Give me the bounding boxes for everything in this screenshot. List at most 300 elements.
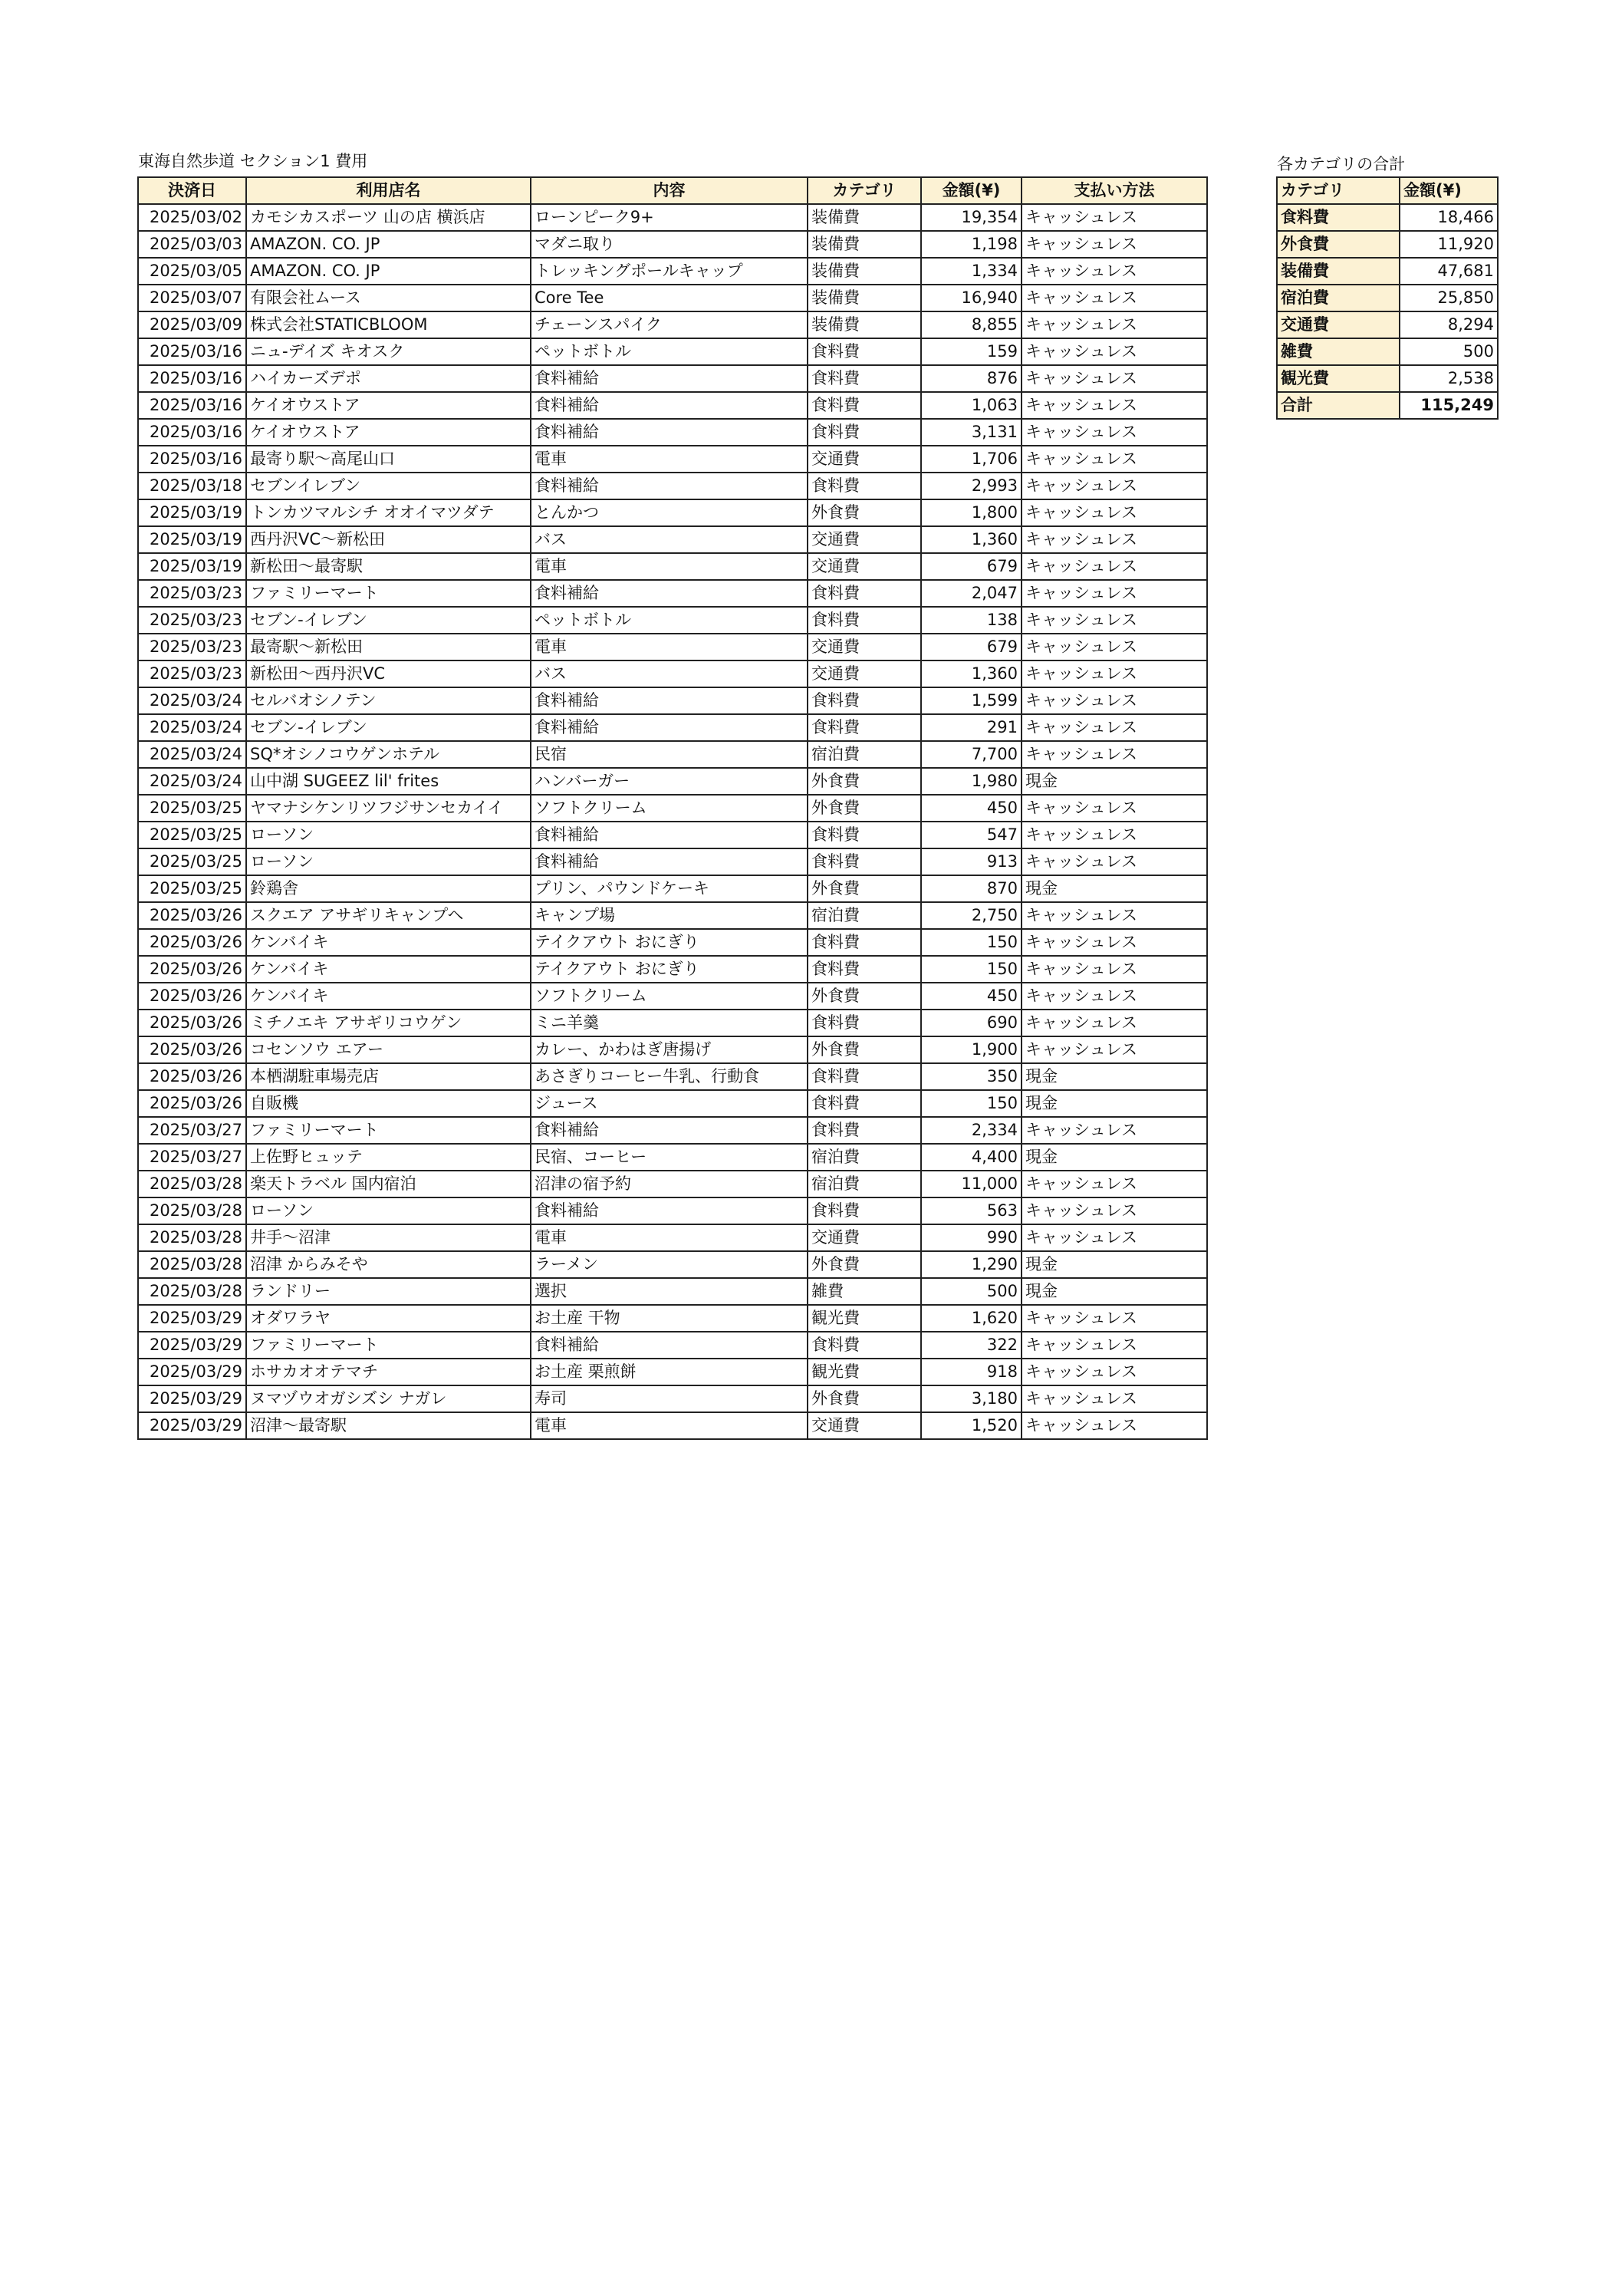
category-cell: 食料費 bbox=[808, 392, 921, 419]
content-cell: ミニ羊羹 bbox=[531, 1010, 808, 1036]
payment-cell: キャッシュレス bbox=[1022, 553, 1207, 580]
store-cell: 自販機 bbox=[246, 1090, 531, 1117]
category-cell: 雑費 bbox=[808, 1278, 921, 1305]
content-cell: ソフトクリーム bbox=[531, 795, 808, 822]
payment-cell: キャッシュレス bbox=[1022, 956, 1207, 983]
content-cell: 電車 bbox=[531, 553, 808, 580]
date-cell: 2025/03/26 bbox=[138, 983, 246, 1010]
date-cell: 2025/03/23 bbox=[138, 660, 246, 687]
content-cell: お土産 栗煎餅 bbox=[531, 1359, 808, 1385]
table-row bbox=[138, 392, 1207, 419]
content-cell: 電車 bbox=[531, 1224, 808, 1251]
table-row bbox=[138, 1036, 1207, 1063]
table-row bbox=[138, 446, 1207, 473]
content-cell: 食料補給 bbox=[531, 687, 808, 714]
payment-cell: キャッシュレス bbox=[1022, 1036, 1207, 1063]
category-cell: 装備費 bbox=[808, 258, 921, 285]
summary-category-cell: 食料費 bbox=[1277, 204, 1400, 231]
date-cell: 2025/03/29 bbox=[138, 1305, 246, 1332]
summary-category-cell: 観光費 bbox=[1277, 365, 1400, 392]
store-cell: ヌマヅウオガシズシ ナガレ bbox=[246, 1385, 531, 1412]
amount-cell: 7,700 bbox=[921, 741, 1022, 768]
amount-cell: 679 bbox=[921, 553, 1022, 580]
date-cell: 2025/03/16 bbox=[138, 419, 246, 446]
amount-cell: 159 bbox=[921, 338, 1022, 365]
payment-cell: キャッシュレス bbox=[1022, 1385, 1207, 1412]
summary-row bbox=[1277, 204, 1498, 231]
summary-row bbox=[1277, 285, 1498, 311]
content-cell: 食料補給 bbox=[531, 714, 808, 741]
payment-cell: キャッシュレス bbox=[1022, 687, 1207, 714]
store-cell: 本栖湖駐車場売店 bbox=[246, 1063, 531, 1090]
store-cell: 山中湖 SUGEEZ lil' frites bbox=[246, 768, 531, 795]
table-row bbox=[138, 365, 1207, 392]
content-cell: テイクアウト おにぎり bbox=[531, 929, 808, 956]
store-cell: スクエア アサギリキャンプヘ bbox=[246, 902, 531, 929]
content-cell: 食料補給 bbox=[531, 419, 808, 446]
amount-cell: 1,334 bbox=[921, 258, 1022, 285]
amount-cell: 350 bbox=[921, 1063, 1022, 1090]
amount-cell: 11,000 bbox=[921, 1171, 1022, 1197]
expense-table-header-row bbox=[138, 177, 1207, 204]
table-row bbox=[138, 419, 1207, 446]
store-cell: 新松田～最寄駅 bbox=[246, 553, 531, 580]
date-cell: 2025/03/07 bbox=[138, 285, 246, 311]
amount-cell: 1,360 bbox=[921, 660, 1022, 687]
date-cell: 2025/03/26 bbox=[138, 1010, 246, 1036]
date-cell: 2025/03/03 bbox=[138, 231, 246, 258]
payment-cell: キャッシュレス bbox=[1022, 607, 1207, 634]
table-row bbox=[138, 473, 1207, 499]
store-cell: セブン-イレブン bbox=[246, 714, 531, 741]
table-row bbox=[138, 1144, 1207, 1171]
payment-cell: キャッシュレス bbox=[1022, 365, 1207, 392]
category-cell: 外食費 bbox=[808, 983, 921, 1010]
category-cell: 食料費 bbox=[808, 687, 921, 714]
date-cell: 2025/03/25 bbox=[138, 795, 246, 822]
category-cell: 交通費 bbox=[808, 660, 921, 687]
category-cell: 外食費 bbox=[808, 1251, 921, 1278]
category-cell: 装備費 bbox=[808, 204, 921, 231]
store-cell: AMAZON. CO. JP bbox=[246, 231, 531, 258]
date-cell: 2025/03/26 bbox=[138, 1090, 246, 1117]
store-cell: セルバオシノテン bbox=[246, 687, 531, 714]
category-cell: 外食費 bbox=[808, 875, 921, 902]
category-cell: 外食費 bbox=[808, 768, 921, 795]
summary-amount-cell: 18,466 bbox=[1400, 204, 1498, 231]
content-cell: 食料補給 bbox=[531, 473, 808, 499]
category-summary-table bbox=[1276, 176, 1499, 420]
content-cell: 民宿、コーヒー bbox=[531, 1144, 808, 1171]
payment-cell: 現金 bbox=[1022, 1278, 1207, 1305]
store-cell: 株式会社STATICBLOOM bbox=[246, 311, 531, 338]
store-cell: カモシカスポーツ 山の店 横浜店 bbox=[246, 204, 531, 231]
date-cell: 2025/03/02 bbox=[138, 204, 246, 231]
table-row bbox=[138, 902, 1207, 929]
table-row bbox=[138, 687, 1207, 714]
summary-amount-cell: 500 bbox=[1400, 338, 1498, 365]
payment-cell: キャッシュレス bbox=[1022, 848, 1207, 875]
category-cell: 観光費 bbox=[808, 1359, 921, 1385]
payment-cell: キャッシュレス bbox=[1022, 1412, 1207, 1439]
payment-cell: キャッシュレス bbox=[1022, 902, 1207, 929]
summary-amount-cell: 2,538 bbox=[1400, 365, 1498, 392]
amount-cell: 1,620 bbox=[921, 1305, 1022, 1332]
content-cell: 食料補給 bbox=[531, 848, 808, 875]
content-cell: トレッキングポールキャップ bbox=[531, 258, 808, 285]
content-cell: カレー、かわはぎ唐揚げ bbox=[531, 1036, 808, 1063]
amount-cell: 2,993 bbox=[921, 473, 1022, 499]
category-cell: 宿泊費 bbox=[808, 1144, 921, 1171]
category-cell: 食料費 bbox=[808, 1010, 921, 1036]
category-cell: 交通費 bbox=[808, 1412, 921, 1439]
table-row bbox=[138, 258, 1207, 285]
payment-cell: キャッシュレス bbox=[1022, 929, 1207, 956]
amount-cell: 1,706 bbox=[921, 446, 1022, 473]
category-cell: 外食費 bbox=[808, 499, 921, 526]
table-row bbox=[138, 634, 1207, 660]
category-cell: 食料費 bbox=[808, 714, 921, 741]
table-row bbox=[138, 660, 1207, 687]
category-cell: 食料費 bbox=[808, 365, 921, 392]
category-cell: 食料費 bbox=[808, 1332, 921, 1359]
content-cell: 寿司 bbox=[531, 1385, 808, 1412]
summary-total-row bbox=[1277, 392, 1498, 419]
content-cell: 電車 bbox=[531, 634, 808, 660]
payment-cell: キャッシュレス bbox=[1022, 446, 1207, 473]
date-cell: 2025/03/28 bbox=[138, 1197, 246, 1224]
expense-sheet-title: 東海自然歩道 セクション1 費用 bbox=[138, 152, 368, 170]
date-cell: 2025/03/26 bbox=[138, 1036, 246, 1063]
amount-cell: 1,980 bbox=[921, 768, 1022, 795]
amount-cell: 2,750 bbox=[921, 902, 1022, 929]
amount-cell: 1,900 bbox=[921, 1036, 1022, 1063]
amount-cell: 990 bbox=[921, 1224, 1022, 1251]
store-cell: 鈴鶏舎 bbox=[246, 875, 531, 902]
amount-cell: 870 bbox=[921, 875, 1022, 902]
amount-cell: 3,131 bbox=[921, 419, 1022, 446]
category-cell: 交通費 bbox=[808, 526, 921, 553]
summary-category-cell: 交通費 bbox=[1277, 311, 1400, 338]
store-cell: ケイオウストア bbox=[246, 419, 531, 446]
table-row bbox=[138, 311, 1207, 338]
category-cell: 食料費 bbox=[808, 929, 921, 956]
table-row bbox=[138, 929, 1207, 956]
category-cell: 食料費 bbox=[808, 419, 921, 446]
store-cell: ケンバイキ bbox=[246, 956, 531, 983]
category-cell: 食料費 bbox=[808, 580, 921, 607]
table-row bbox=[138, 714, 1207, 741]
category-cell: 装備費 bbox=[808, 311, 921, 338]
column-header-content: 内容 bbox=[531, 177, 808, 204]
content-cell: ペットボトル bbox=[531, 338, 808, 365]
category-cell: 交通費 bbox=[808, 553, 921, 580]
table-row bbox=[138, 1090, 1207, 1117]
category-cell: 食料費 bbox=[808, 1063, 921, 1090]
payment-cell: 現金 bbox=[1022, 1090, 1207, 1117]
payment-cell: キャッシュレス bbox=[1022, 1224, 1207, 1251]
date-cell: 2025/03/05 bbox=[138, 258, 246, 285]
content-cell: ローンピーク9+ bbox=[531, 204, 808, 231]
table-row bbox=[138, 1063, 1207, 1090]
payment-cell: キャッシュレス bbox=[1022, 1117, 1207, 1144]
payment-cell: 現金 bbox=[1022, 768, 1207, 795]
category-cell: 外食費 bbox=[808, 1385, 921, 1412]
content-cell: ラーメン bbox=[531, 1251, 808, 1278]
payment-cell: キャッシュレス bbox=[1022, 526, 1207, 553]
store-cell: 新松田～西丹沢VC bbox=[246, 660, 531, 687]
payment-cell: キャッシュレス bbox=[1022, 285, 1207, 311]
date-cell: 2025/03/16 bbox=[138, 365, 246, 392]
table-row bbox=[138, 204, 1207, 231]
content-cell: 食料補給 bbox=[531, 365, 808, 392]
amount-cell: 1,800 bbox=[921, 499, 1022, 526]
date-cell: 2025/03/23 bbox=[138, 580, 246, 607]
column-header-category: カテゴリ bbox=[808, 177, 921, 204]
table-row bbox=[138, 741, 1207, 768]
table-row bbox=[138, 875, 1207, 902]
content-cell: Core Tee bbox=[531, 285, 808, 311]
payment-cell: キャッシュレス bbox=[1022, 1305, 1207, 1332]
summary-header-row bbox=[1277, 177, 1498, 204]
store-cell: 井手～沼津 bbox=[246, 1224, 531, 1251]
table-row bbox=[138, 1332, 1207, 1359]
category-cell: 観光費 bbox=[808, 1305, 921, 1332]
store-cell: コセンソウ エアー bbox=[246, 1036, 531, 1063]
payment-cell: キャッシュレス bbox=[1022, 1010, 1207, 1036]
category-cell: 宿泊費 bbox=[808, 902, 921, 929]
content-cell: テイクアウト おにぎり bbox=[531, 956, 808, 983]
date-cell: 2025/03/29 bbox=[138, 1359, 246, 1385]
summary-amount-cell: 25,850 bbox=[1400, 285, 1498, 311]
date-cell: 2025/03/23 bbox=[138, 634, 246, 660]
amount-cell: 1,520 bbox=[921, 1412, 1022, 1439]
payment-cell: 現金 bbox=[1022, 1063, 1207, 1090]
amount-cell: 1,063 bbox=[921, 392, 1022, 419]
payment-cell: 現金 bbox=[1022, 1251, 1207, 1278]
date-cell: 2025/03/29 bbox=[138, 1385, 246, 1412]
date-cell: 2025/03/19 bbox=[138, 526, 246, 553]
store-cell: ハイカーズデポ bbox=[246, 365, 531, 392]
payment-cell: キャッシュレス bbox=[1022, 1197, 1207, 1224]
category-cell: 食料費 bbox=[808, 1197, 921, 1224]
column-header-store: 利用店名 bbox=[246, 177, 531, 204]
store-cell: ホサカオオテマチ bbox=[246, 1359, 531, 1385]
store-cell: ミチノエキ アサギリコウゲン bbox=[246, 1010, 531, 1036]
store-cell: 沼津 からみそや bbox=[246, 1251, 531, 1278]
amount-cell: 19,354 bbox=[921, 204, 1022, 231]
store-cell: ケイオウストア bbox=[246, 392, 531, 419]
table-row bbox=[138, 1251, 1207, 1278]
table-row bbox=[138, 795, 1207, 822]
column-header-date: 決済日 bbox=[138, 177, 246, 204]
content-cell: 食料補給 bbox=[531, 1197, 808, 1224]
amount-cell: 1,599 bbox=[921, 687, 1022, 714]
content-cell: ソフトクリーム bbox=[531, 983, 808, 1010]
content-cell: 食料補給 bbox=[531, 1332, 808, 1359]
table-row bbox=[138, 848, 1207, 875]
category-cell: 宿泊費 bbox=[808, 1171, 921, 1197]
table-row bbox=[138, 1224, 1207, 1251]
store-cell: ローソン bbox=[246, 848, 531, 875]
table-row bbox=[138, 1278, 1207, 1305]
summary-amount-cell: 11,920 bbox=[1400, 231, 1498, 258]
date-cell: 2025/03/28 bbox=[138, 1171, 246, 1197]
date-cell: 2025/03/19 bbox=[138, 499, 246, 526]
table-row bbox=[138, 1412, 1207, 1439]
content-cell: あさぎりコーヒー牛乳、行動食 bbox=[531, 1063, 808, 1090]
summary-category-cell: 外食費 bbox=[1277, 231, 1400, 258]
amount-cell: 913 bbox=[921, 848, 1022, 875]
category-cell: 交通費 bbox=[808, 634, 921, 660]
payment-cell: キャッシュレス bbox=[1022, 1332, 1207, 1359]
amount-cell: 16,940 bbox=[921, 285, 1022, 311]
summary-amount-cell: 47,681 bbox=[1400, 258, 1498, 285]
category-cell: 食料費 bbox=[808, 848, 921, 875]
summary-category-cell: 雑費 bbox=[1277, 338, 1400, 365]
amount-cell: 138 bbox=[921, 607, 1022, 634]
date-cell: 2025/03/25 bbox=[138, 822, 246, 848]
store-cell: ローソン bbox=[246, 1197, 531, 1224]
amount-cell: 679 bbox=[921, 634, 1022, 660]
content-cell: 食料補給 bbox=[531, 580, 808, 607]
category-cell: 交通費 bbox=[808, 1224, 921, 1251]
amount-cell: 3,180 bbox=[921, 1385, 1022, 1412]
amount-cell: 563 bbox=[921, 1197, 1022, 1224]
date-cell: 2025/03/25 bbox=[138, 875, 246, 902]
table-row bbox=[138, 1117, 1207, 1144]
category-cell: 食料費 bbox=[808, 956, 921, 983]
date-cell: 2025/03/29 bbox=[138, 1332, 246, 1359]
store-cell: セブンイレブン bbox=[246, 473, 531, 499]
date-cell: 2025/03/26 bbox=[138, 929, 246, 956]
amount-cell: 2,047 bbox=[921, 580, 1022, 607]
summary-row bbox=[1277, 231, 1498, 258]
table-row bbox=[138, 607, 1207, 634]
column-header-payment: 支払い方法 bbox=[1022, 177, 1207, 204]
amount-cell: 150 bbox=[921, 929, 1022, 956]
content-cell: マダニ取り bbox=[531, 231, 808, 258]
store-cell: 最寄駅～新松田 bbox=[246, 634, 531, 660]
date-cell: 2025/03/28 bbox=[138, 1278, 246, 1305]
payment-cell: キャッシュレス bbox=[1022, 983, 1207, 1010]
payment-cell: 現金 bbox=[1022, 875, 1207, 902]
payment-cell: キャッシュレス bbox=[1022, 1359, 1207, 1385]
payment-cell: キャッシュレス bbox=[1022, 580, 1207, 607]
date-cell: 2025/03/24 bbox=[138, 741, 246, 768]
date-cell: 2025/03/18 bbox=[138, 473, 246, 499]
store-cell: オダワラヤ bbox=[246, 1305, 531, 1332]
content-cell: ペットボトル bbox=[531, 607, 808, 634]
store-cell: ローソン bbox=[246, 822, 531, 848]
table-row bbox=[138, 580, 1207, 607]
store-cell: 沼津～最寄駅 bbox=[246, 1412, 531, 1439]
category-cell: 装備費 bbox=[808, 231, 921, 258]
summary-header-category: カテゴリ bbox=[1277, 177, 1400, 204]
store-cell: AMAZON. CO. JP bbox=[246, 258, 531, 285]
date-cell: 2025/03/16 bbox=[138, 446, 246, 473]
category-cell: 食料費 bbox=[808, 1117, 921, 1144]
store-cell: ファミリーマート bbox=[246, 1332, 531, 1359]
payment-cell: キャッシュレス bbox=[1022, 822, 1207, 848]
date-cell: 2025/03/26 bbox=[138, 956, 246, 983]
payment-cell: キャッシュレス bbox=[1022, 338, 1207, 365]
store-cell: ケンバイキ bbox=[246, 983, 531, 1010]
table-row bbox=[138, 1305, 1207, 1332]
table-row bbox=[138, 956, 1207, 983]
content-cell: プリン、パウンドケーキ bbox=[531, 875, 808, 902]
store-cell: SQ*オシノコウゲンホテル bbox=[246, 741, 531, 768]
date-cell: 2025/03/09 bbox=[138, 311, 246, 338]
payment-cell: キャッシュレス bbox=[1022, 499, 1207, 526]
payment-cell: キャッシュレス bbox=[1022, 634, 1207, 660]
payment-cell: キャッシュレス bbox=[1022, 473, 1207, 499]
date-cell: 2025/03/28 bbox=[138, 1224, 246, 1251]
table-row bbox=[138, 1385, 1207, 1412]
payment-cell: キャッシュレス bbox=[1022, 231, 1207, 258]
payment-cell: キャッシュレス bbox=[1022, 714, 1207, 741]
category-cell: 食料費 bbox=[808, 607, 921, 634]
table-row bbox=[138, 285, 1207, 311]
date-cell: 2025/03/24 bbox=[138, 714, 246, 741]
date-cell: 2025/03/27 bbox=[138, 1144, 246, 1171]
amount-cell: 322 bbox=[921, 1332, 1022, 1359]
category-cell: 交通費 bbox=[808, 446, 921, 473]
amount-cell: 150 bbox=[921, 956, 1022, 983]
date-cell: 2025/03/25 bbox=[138, 848, 246, 875]
payment-cell: 現金 bbox=[1022, 1144, 1207, 1171]
content-cell: 食料補給 bbox=[531, 822, 808, 848]
date-cell: 2025/03/26 bbox=[138, 902, 246, 929]
amount-cell: 690 bbox=[921, 1010, 1022, 1036]
store-cell: 上佐野ヒュッテ bbox=[246, 1144, 531, 1171]
store-cell: ケンバイキ bbox=[246, 929, 531, 956]
expense-table-body bbox=[138, 204, 1207, 1439]
amount-cell: 547 bbox=[921, 822, 1022, 848]
category-cell: 外食費 bbox=[808, 1036, 921, 1063]
summary-amount-cell: 8,294 bbox=[1400, 311, 1498, 338]
payment-cell: キャッシュレス bbox=[1022, 311, 1207, 338]
content-cell: ハンバーガー bbox=[531, 768, 808, 795]
content-cell: 食料補給 bbox=[531, 392, 808, 419]
table-row bbox=[138, 499, 1207, 526]
date-cell: 2025/03/16 bbox=[138, 392, 246, 419]
store-cell: ランドリー bbox=[246, 1278, 531, 1305]
summary-table-body bbox=[1277, 204, 1498, 419]
table-row bbox=[138, 231, 1207, 258]
payment-cell: キャッシュレス bbox=[1022, 258, 1207, 285]
table-row bbox=[138, 1171, 1207, 1197]
table-row bbox=[138, 822, 1207, 848]
store-cell: 最寄り駅～高尾山口 bbox=[246, 446, 531, 473]
table-row bbox=[138, 983, 1207, 1010]
date-cell: 2025/03/23 bbox=[138, 607, 246, 634]
category-cell: 装備費 bbox=[808, 285, 921, 311]
table-row bbox=[138, 1197, 1207, 1224]
payment-cell: キャッシュレス bbox=[1022, 419, 1207, 446]
store-cell: 楽天トラベル 国内宿泊 bbox=[246, 1171, 531, 1197]
amount-cell: 450 bbox=[921, 795, 1022, 822]
date-cell: 2025/03/28 bbox=[138, 1251, 246, 1278]
payment-cell: キャッシュレス bbox=[1022, 660, 1207, 687]
expense-table bbox=[137, 176, 1208, 1440]
date-cell: 2025/03/24 bbox=[138, 768, 246, 795]
column-header-amount: 金額(¥) bbox=[921, 177, 1022, 204]
table-row bbox=[138, 553, 1207, 580]
amount-cell: 500 bbox=[921, 1278, 1022, 1305]
content-cell: 民宿 bbox=[531, 741, 808, 768]
summary-header-amount: 金額(¥) bbox=[1400, 177, 1498, 204]
